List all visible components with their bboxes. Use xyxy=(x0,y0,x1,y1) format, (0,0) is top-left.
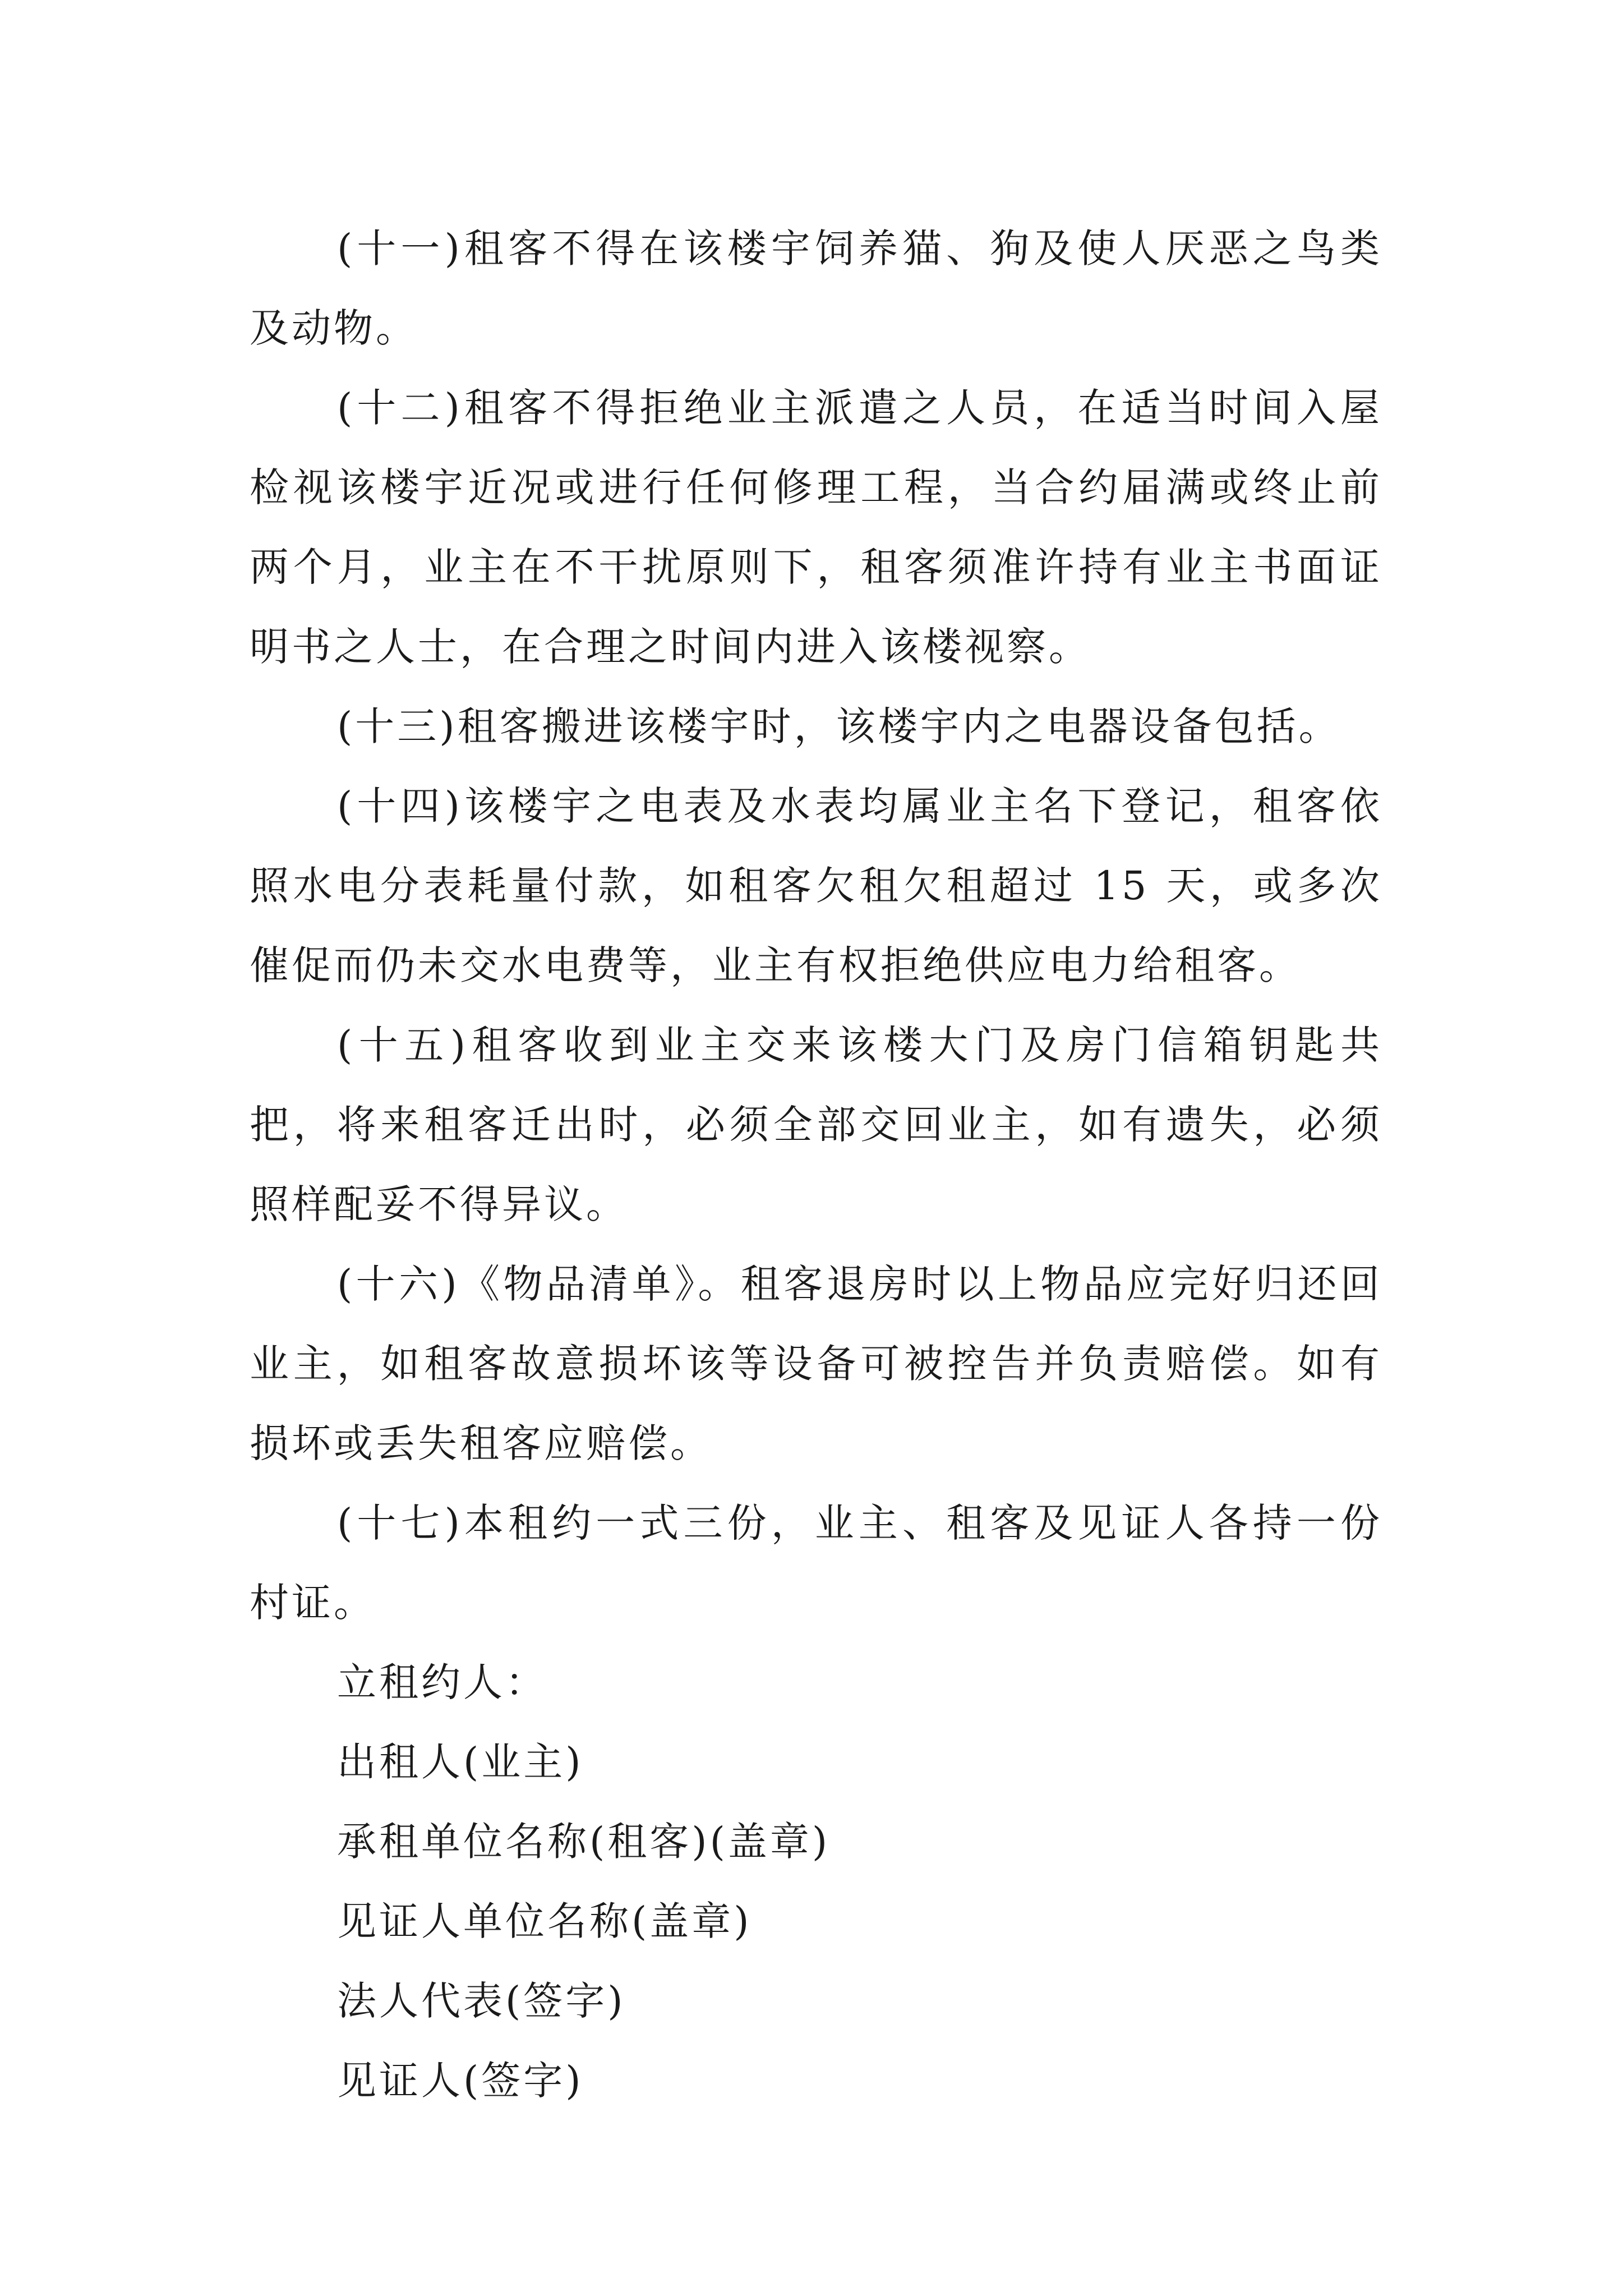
clause-14: (十四)该楼宇之电表及水表均属业主名下登记，租客依照水电分表耗量付款，如租客欠租欠租超过 15 天，或多次催促而仍未交水电费等，业主有权拒绝供应电力给租客。 xyxy=(250,783,1382,988)
clause-17: (十七)本租约一式三份，业主、租客及见证人各持一份村证。 xyxy=(250,1500,1382,1626)
clause-15: (十五)租客收到业主交来该楼大门及房门信箱钥匙共把，将来租客迁出时，必须全部交回业主，如有遗失，必须照样配妥不得异议。 xyxy=(250,1022,1382,1227)
document-body xyxy=(250,209,1382,2120)
clause-12: (十二)租客不得拒绝业主派遣之人员，在适当时间入屋检视该楼宇近况或进行任何修理工程，当合约届满或终止前两个月，业主在不干扰原则下，租客须准许持有业主书面证明书之人士，在合理之时间内进入该楼视察。 xyxy=(250,385,1382,670)
clause-11: (十一)租客不得在该楼宇饲养猫、狗及使人厌恶之鸟类及动物。 xyxy=(250,226,1382,351)
clause-16: (十六)《物品清单》。租客退房时以上物品应完好归还回业主，如租客故意损坏该等设备可被控告并负责赔偿。如有损坏或丢失租客应赔偿。 xyxy=(250,1261,1382,1466)
signatories-header: 立租约人： xyxy=(337,1659,547,1705)
witness-unit-line: 见证人单位名称(盖章) xyxy=(337,1898,752,1944)
witness-line: 见证人(签字) xyxy=(337,2058,584,2104)
signature-block xyxy=(250,1642,1382,2120)
lessor-line: 出租人(业主) xyxy=(337,1739,584,1785)
legal-representative-line: 法人代表(签字) xyxy=(337,1978,626,2024)
lessee-unit-line: 承租单位名称(租客)(盖章) xyxy=(337,1819,831,1865)
clause-13: (十三)租客搬进该楼宇时，该楼宇内之电器设备包括。 xyxy=(337,703,1341,749)
